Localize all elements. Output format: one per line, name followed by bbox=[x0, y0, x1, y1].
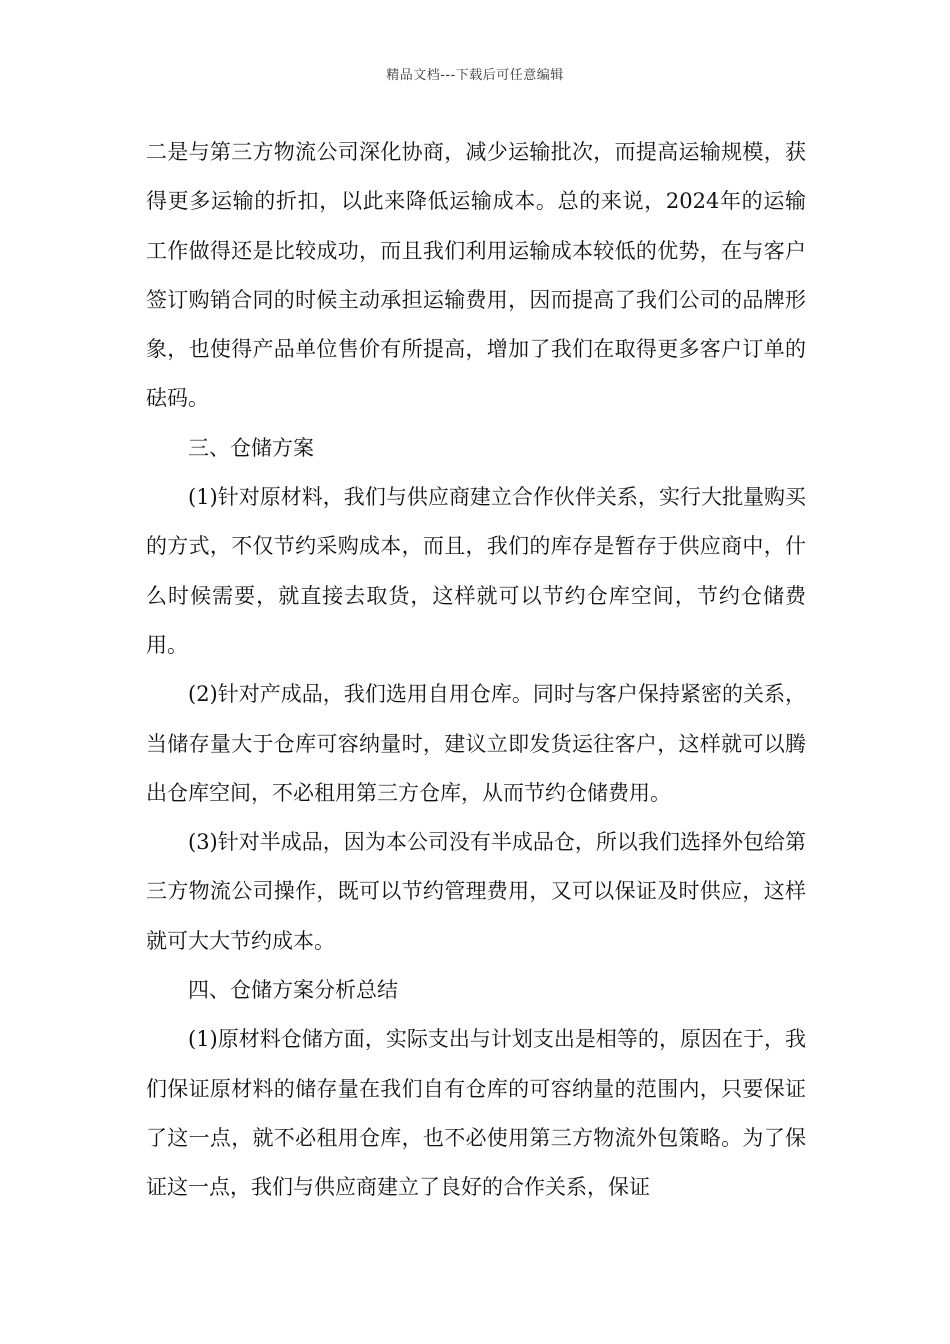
paragraph-semi-finished: (3)针对半成品，因为本公司没有半成品仓，所以我们选择外包给第三方物流公司操作，既可以节约管理费用，又可以保证及时供应，这样就可大大节约成本。 bbox=[146, 830, 806, 953]
document-body bbox=[146, 128, 806, 1213]
page-header: 精品文档---下载后可任意编辑 bbox=[386, 68, 564, 83]
heading-storage-analysis: 四、仓储方案分析总结 bbox=[188, 978, 398, 1003]
paragraph-raw-materials: (1)针对原材料，我们与供应商建立合作伙伴关系，实行大批量购买的方式，不仅节约采购成本，而且，我们的库存是暂存于供应商中，什么时候需要，就直接去取货，这样就可以节约仓库空间，节约仓储费用。 bbox=[146, 485, 806, 657]
paragraph-finished-goods: (2)针对产成品，我们选用自用仓库。同时与客户保持紧密的关系，当储存量大于仓库可容纳量时，建议立即发货运往客户，这样就可以腾出仓库空间，不必租用第三方仓库，从而节约仓储费用。 bbox=[146, 682, 806, 805]
paragraph-transport-summary: 二是与第三方物流公司深化协商，减少运输批次，而提高运输规模，获得更多运输的折扣，以此来降低运输成本。总的来说，2024年的运输工作做得还是比较成功，而且我们利用运输成本较低的优势，在与客户签订购销合同的时候主动承担运输费用，因而提高了我们公司的品牌形象，也使得产品单位售价有所提高，增加了我们在取得更多客户订单的砝码。 bbox=[146, 140, 806, 411]
heading-storage-plan: 三、仓储方案 bbox=[188, 435, 314, 460]
paragraph-raw-materials-analysis: (1)原材料仓储方面，实际支出与计划支出是相等的，原因在于，我们保证原材料的储存量在我们自有仓库的可容纳量的范围内，只要保证了这一点，就不必租用仓库，也不必使用第三方物流外包策略。为了保证这一点，我们与供应商建立了良好的合作关系，保证 bbox=[146, 1027, 806, 1200]
